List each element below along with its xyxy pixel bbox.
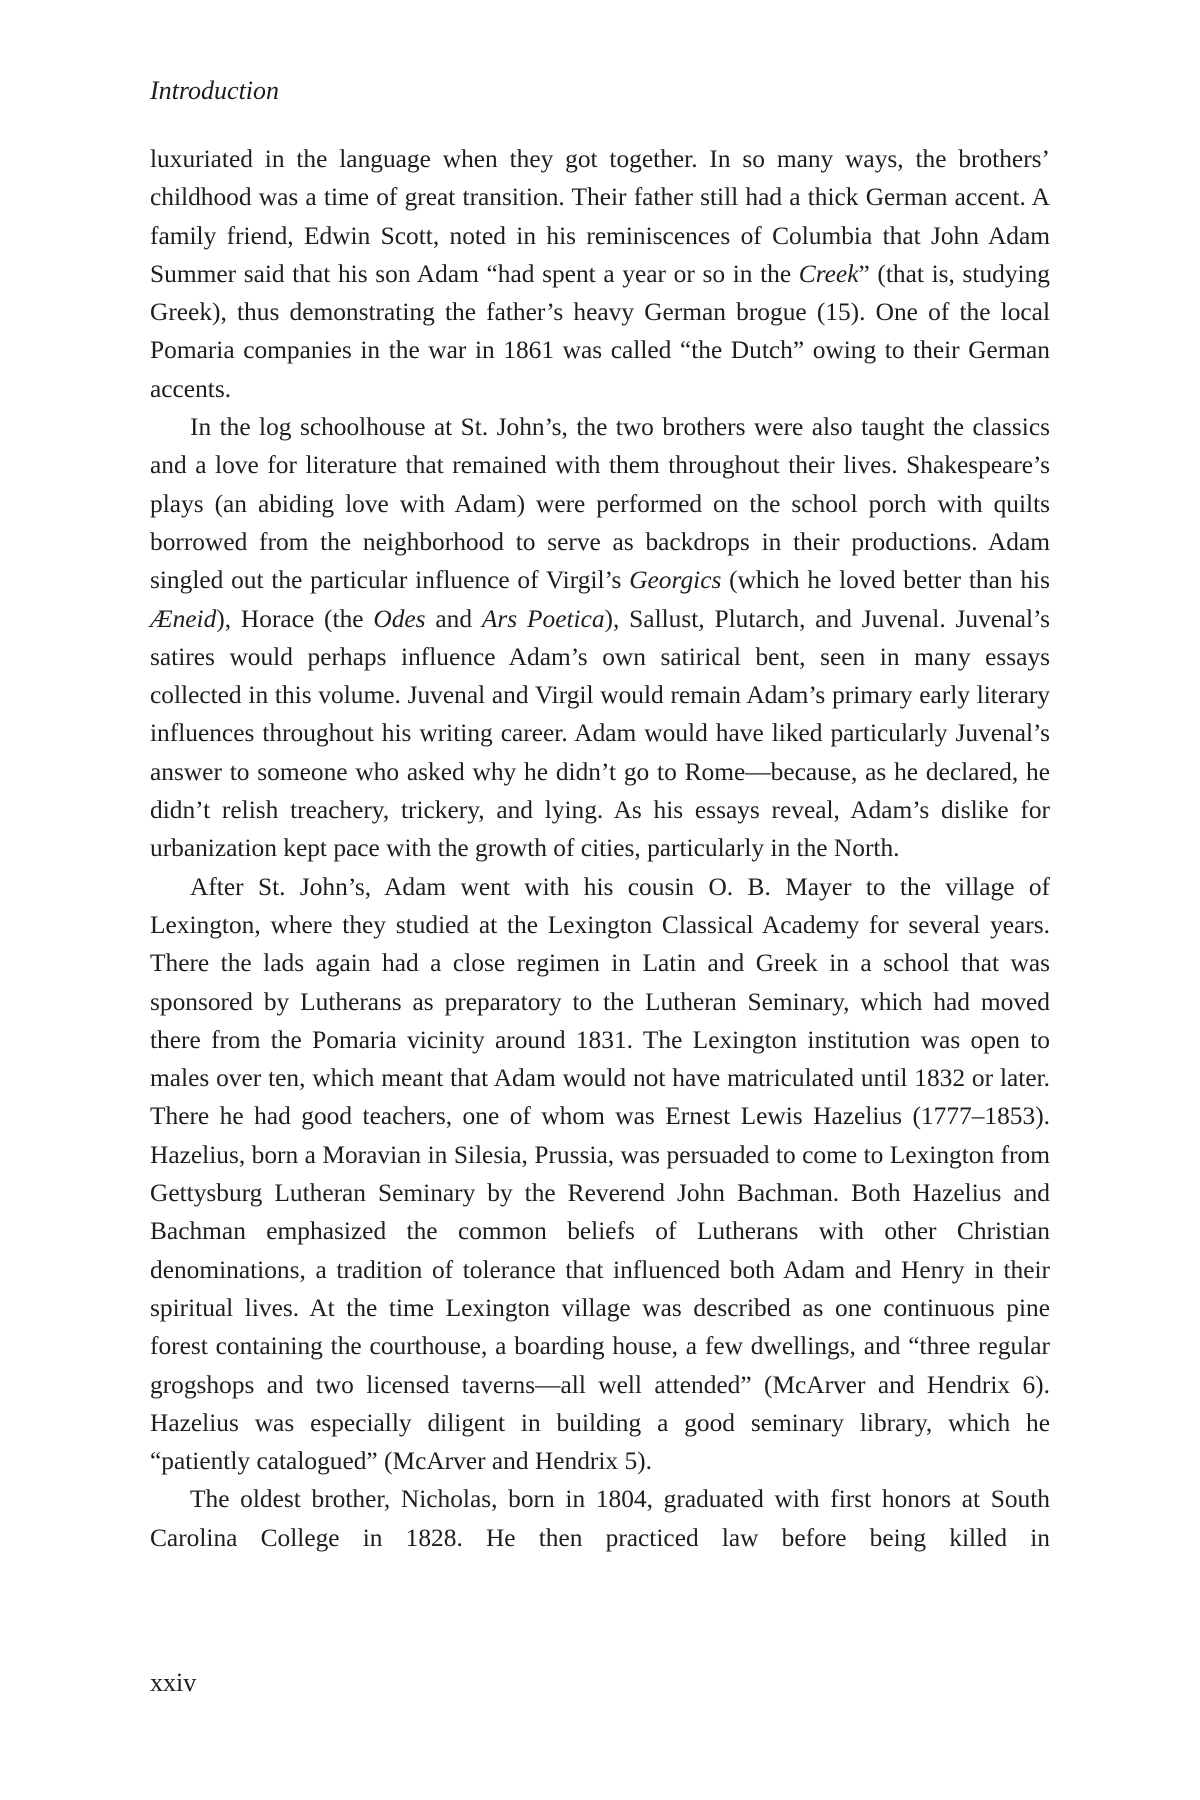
italic-title: Ars Poetica — [481, 604, 605, 633]
paragraph — [150, 408, 1050, 868]
paragraph — [150, 140, 1050, 408]
text-run: The oldest brother, Nicholas, born in 1804, graduated with first honors at South Carolina College in 1828. He then practiced law before being killed in — [150, 1485, 1050, 1552]
text-run: ” (that is, studying Greek), thus demonstrating the father’s heavy German brogue (15). One of the local Pomaria companies in the war in 1861 was called “the Dutch” owing to their German accents. — [150, 259, 1050, 403]
text-run: and — [425, 604, 482, 633]
paragraph — [150, 1480, 1050, 1557]
page-number: xxiv — [150, 1668, 197, 1697]
italic-title: Æneid — [150, 604, 217, 633]
italic-title: Georgics — [629, 566, 722, 595]
paragraph — [150, 868, 1050, 1481]
text-run: luxuriated in the language when they got together. In so many ways, the brothers’ childhood was a time of great transition. Their father still had a thick German accent. A family friend, Edwin Scott, noted in his reminiscences of Columbia that John Adam Summer said that his son Adam “had spent a year or so in the — [150, 145, 1050, 288]
text-run: After St. John’s, Adam went with his cousin O. B. Mayer to the village of Lexington, where they studied at the Lexington Classical Academy for several years. There the lads again had a close regimen in Latin and Greek in a school that was sponsored by Lutherans as preparatory to the Lutheran Seminary, which had moved there from the Pomaria vicinity around 1831. The Lexington institution was open to males over ten, which meant that Adam would not have matriculated until 1832 or later. There he had good teachers, one of whom was Ernest Lewis Hazelius (1777–1853). Hazelius, born a Moravian in Silesia, Prussia, was persuaded to come to Lexington from Gettysburg Lutheran Seminary by the Reverend John Bachman. Both Hazelius and Bachman emphasized the common beliefs of Lutherans with other Christian denominations, a tradition of tolerance that influenced both Adam and Henry in their spiritual lives. At the time Lexington village was described as one continuous pine forest containing the courthouse, a boarding house, a few dwellings, and “three regular grogshops and two licensed taverns—all well attended” (McArver and Hendrix 6). Hazelius was especially diligent in building a good seminary library, which he “patiently catalogued” (McArver and Hendrix 5). — [150, 872, 1050, 1476]
italic-title: Creek — [798, 259, 859, 288]
text-run: ), Horace (the — [216, 604, 374, 633]
text-run: (which he loved better than his — [721, 566, 1050, 595]
running-head: Introduction — [150, 76, 280, 105]
text-run: ), Sallust, Plutarch, and Juvenal. Juvenal’s satires would perhaps influence Adam’s own satirical bent, seen in many essays collected in this volume. Juvenal and Virgil would remain Adam’s primary early literary influences throughout his writing career. Adam would have liked particularly Juvenal’s answer to someone who asked why he didn’t go to Rome—because, as he declared, he didn’t relish treachery, trickery, and lying. As his essays reveal, Adam’s dislike for urbanization kept pace with the growth of cities, particularly in the North. — [150, 604, 1051, 863]
italic-title: Odes — [373, 604, 426, 633]
book-page — [150, 78, 1050, 1557]
body-text — [150, 140, 1050, 1557]
text-run: In the log schoolhouse at St. John’s, the two brothers were also taught the classics and a love for literature that remained with them throughout their lives. Shakespeare’s plays (an abiding love with Adam) were performed on the school porch with quilts borrowed from the neighborhood to serve as backdrops in their productions. Adam singled out the particular influence of Virgil’s — [150, 413, 1050, 595]
